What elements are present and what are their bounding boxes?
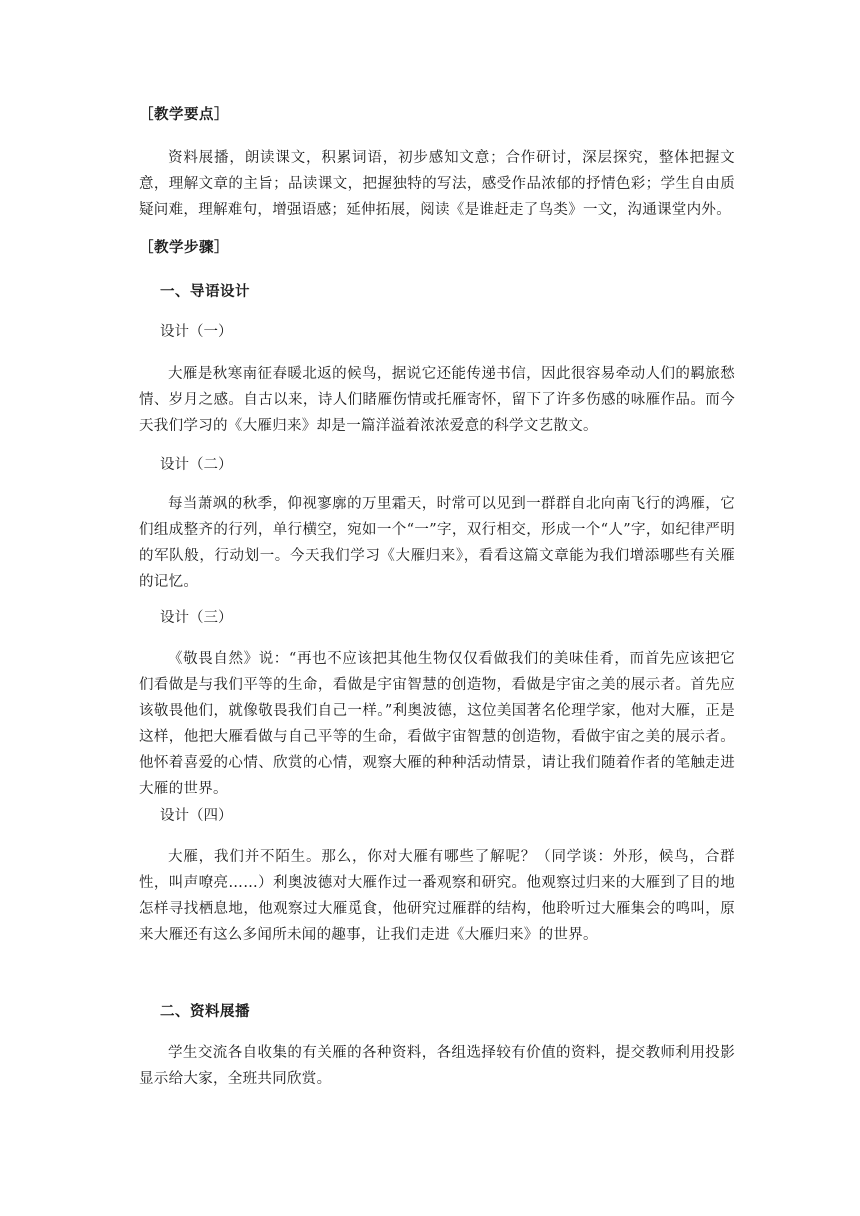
materials-heading: 二、资料展播 (160, 1004, 250, 1020)
design-3-paragraph: 《敬畏自然》说：“再也不应该把其他生物仅仅看做我们的美味佳肴，而首先应该把它们看做是与我们平等的生命，看做是宇宙智慧的创造物，看做是宇宙之美的展示者。首先应该敬畏他们，就像敬畏我们自己一样。”利奥波德，这位美国著名伦理学家，他对大雁，正是这样，他把大雁看做与自己平等的生命，看做宇宙智慧的创造物，看做宇宙之美的展示者。他怀着喜爱的心情、欣赏的心情，观察大雁的种种活动情景，请让我们随着作者的笔触走进大雁的世界。 (139, 651, 735, 797)
design-4-label: 设计（四） (160, 808, 233, 824)
design-2-paragraph: 每当萧飒的秋季，仰视寥廓的万里霜天，时常可以见到一群群自北向南飞行的鸿雁，它们组成整齐的行列，单行横空，宛如一个“一”字，双行相交，形成一个“人”字，如纪律严明的军队般，行动划一。今天我们学习《大雁归来》，看看这篇文章能为我们增添哪些有关雁的记忆。 (139, 496, 735, 590)
design-3-label: 设计（三） (160, 610, 233, 626)
intro-heading: 一、导语设计 (160, 284, 250, 300)
design-1-label: 设计（一） (160, 324, 233, 340)
design-4-paragraph: 大雁，我们并不陌生。那么，你对大雁有哪些了解呢？（同学谈：外形，候鸟，合群性，叫声嘹亮……）利奥波德对大雁作过一番观察和研究。他观察过归来的大雁到了目的地怎样寻找栖息地，他观察过大雁觅食，他研究过雁群的结构，他聆听过大雁集会的鸣叫，原来大雁还有这么多闻所未闻的趣事，让我们走进《大雁归来》的世界。 (139, 849, 735, 943)
key-points-heading: ［教学要点］ (139, 107, 229, 123)
key-points-paragraph: 资料展播，朗读课文，积累词语，初步感知文意；合作研讨，深层探究，整体把握文意，理解文章的主旨；品读课文，把握独特的写法，感受作品浓郁的抒情色彩；学生自由质疑问难，理解难句，增强语感；延伸拓展，阅读《是谁赶走了鸟类》一文，沟通课堂内外。 (139, 150, 735, 218)
design-1-paragraph: 大雁是秋寒南征春暖北返的候鸟，据说它还能传递书信，因此很容易牵动人们的羁旅愁情、岁月之感。自古以来，诗人们睹雁伤情或托雁寄怀，留下了许多伤感的咏雁作品。而今天我们学习的《大雁归来》却是一篇洋溢着浓浓爱意的科学文艺散文。 (139, 366, 735, 434)
design-2-label: 设计（二） (160, 457, 233, 473)
steps-heading: ［教学步骤］ (139, 240, 229, 256)
materials-paragraph: 学生交流各自收集的有关雁的各种资料，各组选择较有价值的资料，提交教师利用投影显示给大家，全班共同欣赏。 (139, 1045, 735, 1087)
